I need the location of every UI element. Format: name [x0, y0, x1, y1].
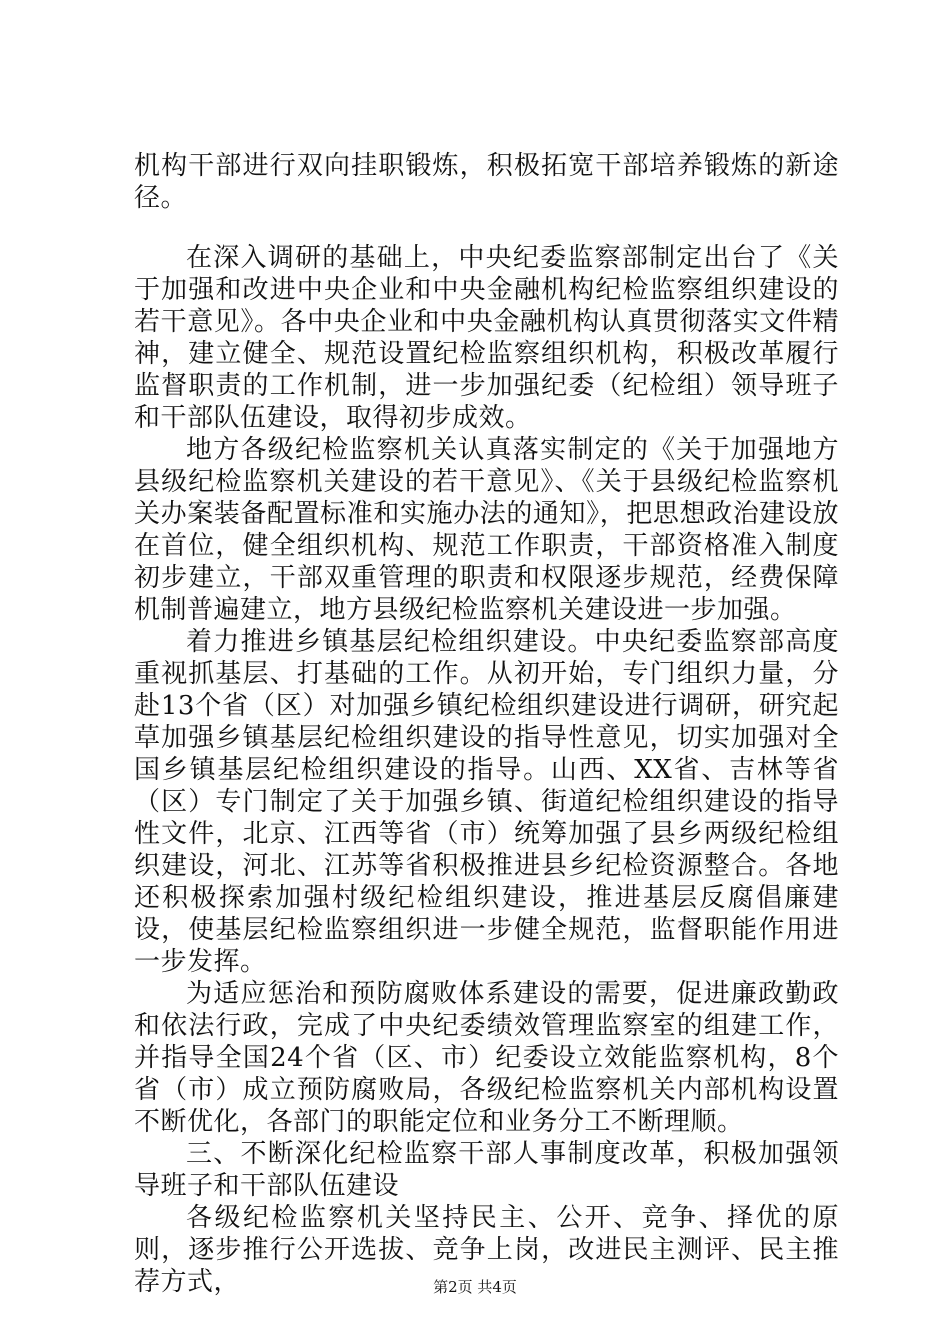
- paragraph-continuation: 机构干部进行双向挂职锻炼，积极拓宽干部培养锻炼的新途径。: [134, 151, 839, 213]
- paragraph-central-enterprises: 在深入调研的基础上，中央纪委监察部制定出台了《关于加强和改进中央企业和中央金融机构纪检监察组织建设的若干意见》。各中央企业和中央金融机构认真贯彻落实文件精神，建立健全、规范设置纪检监察组织机构，积极改革履行监督职责的工作机制，进一步加强纪委（纪检组）领导班子和干部队伍建设，取得初步成效。: [134, 243, 839, 433]
- section-heading-three: 三、不断深化纪检监察干部人事制度改革，积极加强领导班子和干部队伍建设: [134, 1139, 839, 1201]
- paragraph-local-organs: 地方各级纪检监察机关认真落实制定的《关于加强地方县级纪检监察机关建设的若干意见》、《关于县级纪检监察机关办案装备配置标准和实施办法的通知》，把思想政治建设放在首位，健全组织机构、规范工作职责，干部资格准入制度初步建立，干部双重管理的职责和权限逐步规范，经费保障机制普遍建立，地方县级纪检监察机关建设进一步加强。: [134, 435, 839, 625]
- paragraph-gap: [134, 214, 839, 242]
- paragraph-efficiency-supervision: 为适应惩治和预防腐败体系建设的需要，促进廉政勤政和依法行政，完成了中央纪委绩效管理监察室的组建工作，并指导全国24个省（区、市）纪委设立效能监察机构，8个省（市）成立预防腐败局，各级纪检监察机关内部机构设置不断优化，各部门的职能定位和业务分工不断理顺。: [134, 979, 839, 1137]
- document-body: [134, 150, 839, 1298]
- paragraph-personnel-reform: 各级纪检监察机关坚持民主、公开、竞争、择优的原则，逐步推行公开选拔、竞争上岗，改进民主测评、民主推荐方式，: [134, 1203, 839, 1297]
- page-number-footer: 第2页 共4页: [433, 1278, 517, 1296]
- paragraph-township-organizations: 着力推进乡镇基层纪检组织建设。中央纪委监察部高度重视抓基层、打基础的工作。从初开始，专门组织力量，分赴13个省（区）对加强乡镇纪检组织建设进行调研，研究起草加强乡镇基层纪检组织建设的指导性意见，切实加强对全国乡镇基层纪检组织建设的指导。山西、XX省、吉林等省（区）专门制定了关于加强乡镇、街道纪检组织建设的指导性文件，北京、江西等省（市）统筹加强了县乡两级纪检组织建设，河北、江苏等省积极推进县乡纪检资源整合。各地还积极探索加强村级纪检组织建设，推进基层反腐倡廉建设，使基层纪检监察组织进一步健全规范，监督职能作用进一步发挥。: [134, 627, 839, 977]
